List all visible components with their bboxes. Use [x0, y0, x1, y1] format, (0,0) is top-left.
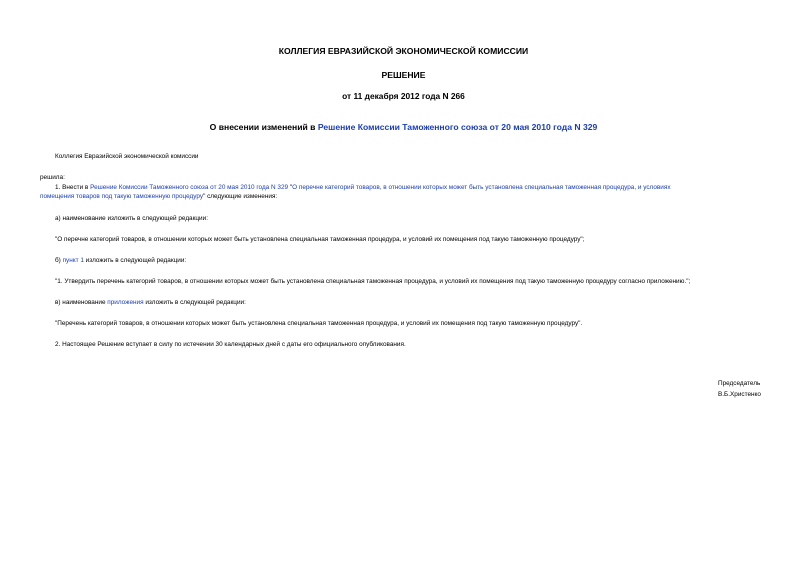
item-b-text [55, 256, 186, 265]
signature-role: Председатель [718, 380, 761, 387]
p1-middle: " [288, 184, 293, 191]
item-v-quote: "Перечень категорий товаров, в отношении которых может быть установлена специальная таможенная процедура, и условий их помещения под такую таможенную процедуру". [55, 320, 583, 327]
date-number-heading: от 11 декабря 2012 года N 266 [342, 91, 465, 101]
v-prefix: в) наименование [55, 299, 108, 306]
signature-name: В.Б.Христенко [718, 391, 761, 398]
p1-link-decision-329[interactable]: Решение Комиссии Таможенного союза от 20 мая 2010 года N 329 [90, 184, 289, 191]
item-a-quote: "О перечне категорий товаров, в отношении которых может быть установлена специальная таможенная процедура, и условий их помещения под такую таможенную процедуру"; [55, 236, 585, 243]
title-link-decision-329[interactable]: Решение Комиссии Таможенного союза от 20 мая 2010 года N 329 [317, 122, 598, 132]
doc-type-heading: РЕШЕНИЕ [381, 70, 426, 80]
paragraph-1-line-1 [55, 183, 671, 192]
b-suffix: изложить в следующей редакции: [83, 257, 187, 264]
p1-link-title-part-a[interactable]: О перечне категорий товаров, в отношении которых может быть установлена специальная таможенная процедура, и условиях [292, 184, 671, 191]
v-link-appendix[interactable]: приложения [107, 299, 144, 306]
decided-text: решила: [40, 174, 65, 181]
p1-suffix: " следующие изменения: [203, 193, 278, 200]
item-v-text [55, 298, 246, 307]
item-a-text: а) наименование изложить в следующей редакции: [55, 215, 208, 222]
p1-link-title-part-b[interactable]: помещения товаров под такую таможенную процедуру [40, 193, 204, 200]
org-heading: КОЛЛЕГИЯ ЕВРАЗИЙСКОЙ ЭКОНОМИЧЕСКОЙ КОМИССИИ [278, 46, 529, 56]
v-suffix: изложить в следующей редакции: [143, 299, 246, 306]
p1-prefix: 1. Внести в [55, 184, 91, 191]
b-link-point-1[interactable]: пункт 1 [62, 257, 84, 264]
b-prefix: б) [55, 257, 63, 264]
item-b-quote: "1. Утвердить перечень категорий товаров, в отношении которых может быть установлена специальная таможенная процедура, и условий их помещения под такую таможенную процедуру согласно приложению."; [55, 278, 691, 285]
paragraph-1-line-2 [40, 192, 277, 201]
paragraph-2: 2. Настоящее Решение вступает в силу по истечении 30 календарных дней с даты его официального опубликования. [55, 341, 406, 348]
title-prefix: О внесении изменений в [209, 122, 318, 132]
document-title [0, 122, 807, 132]
intro-text: Коллегия Евразийской экономической комиссии [55, 153, 199, 160]
